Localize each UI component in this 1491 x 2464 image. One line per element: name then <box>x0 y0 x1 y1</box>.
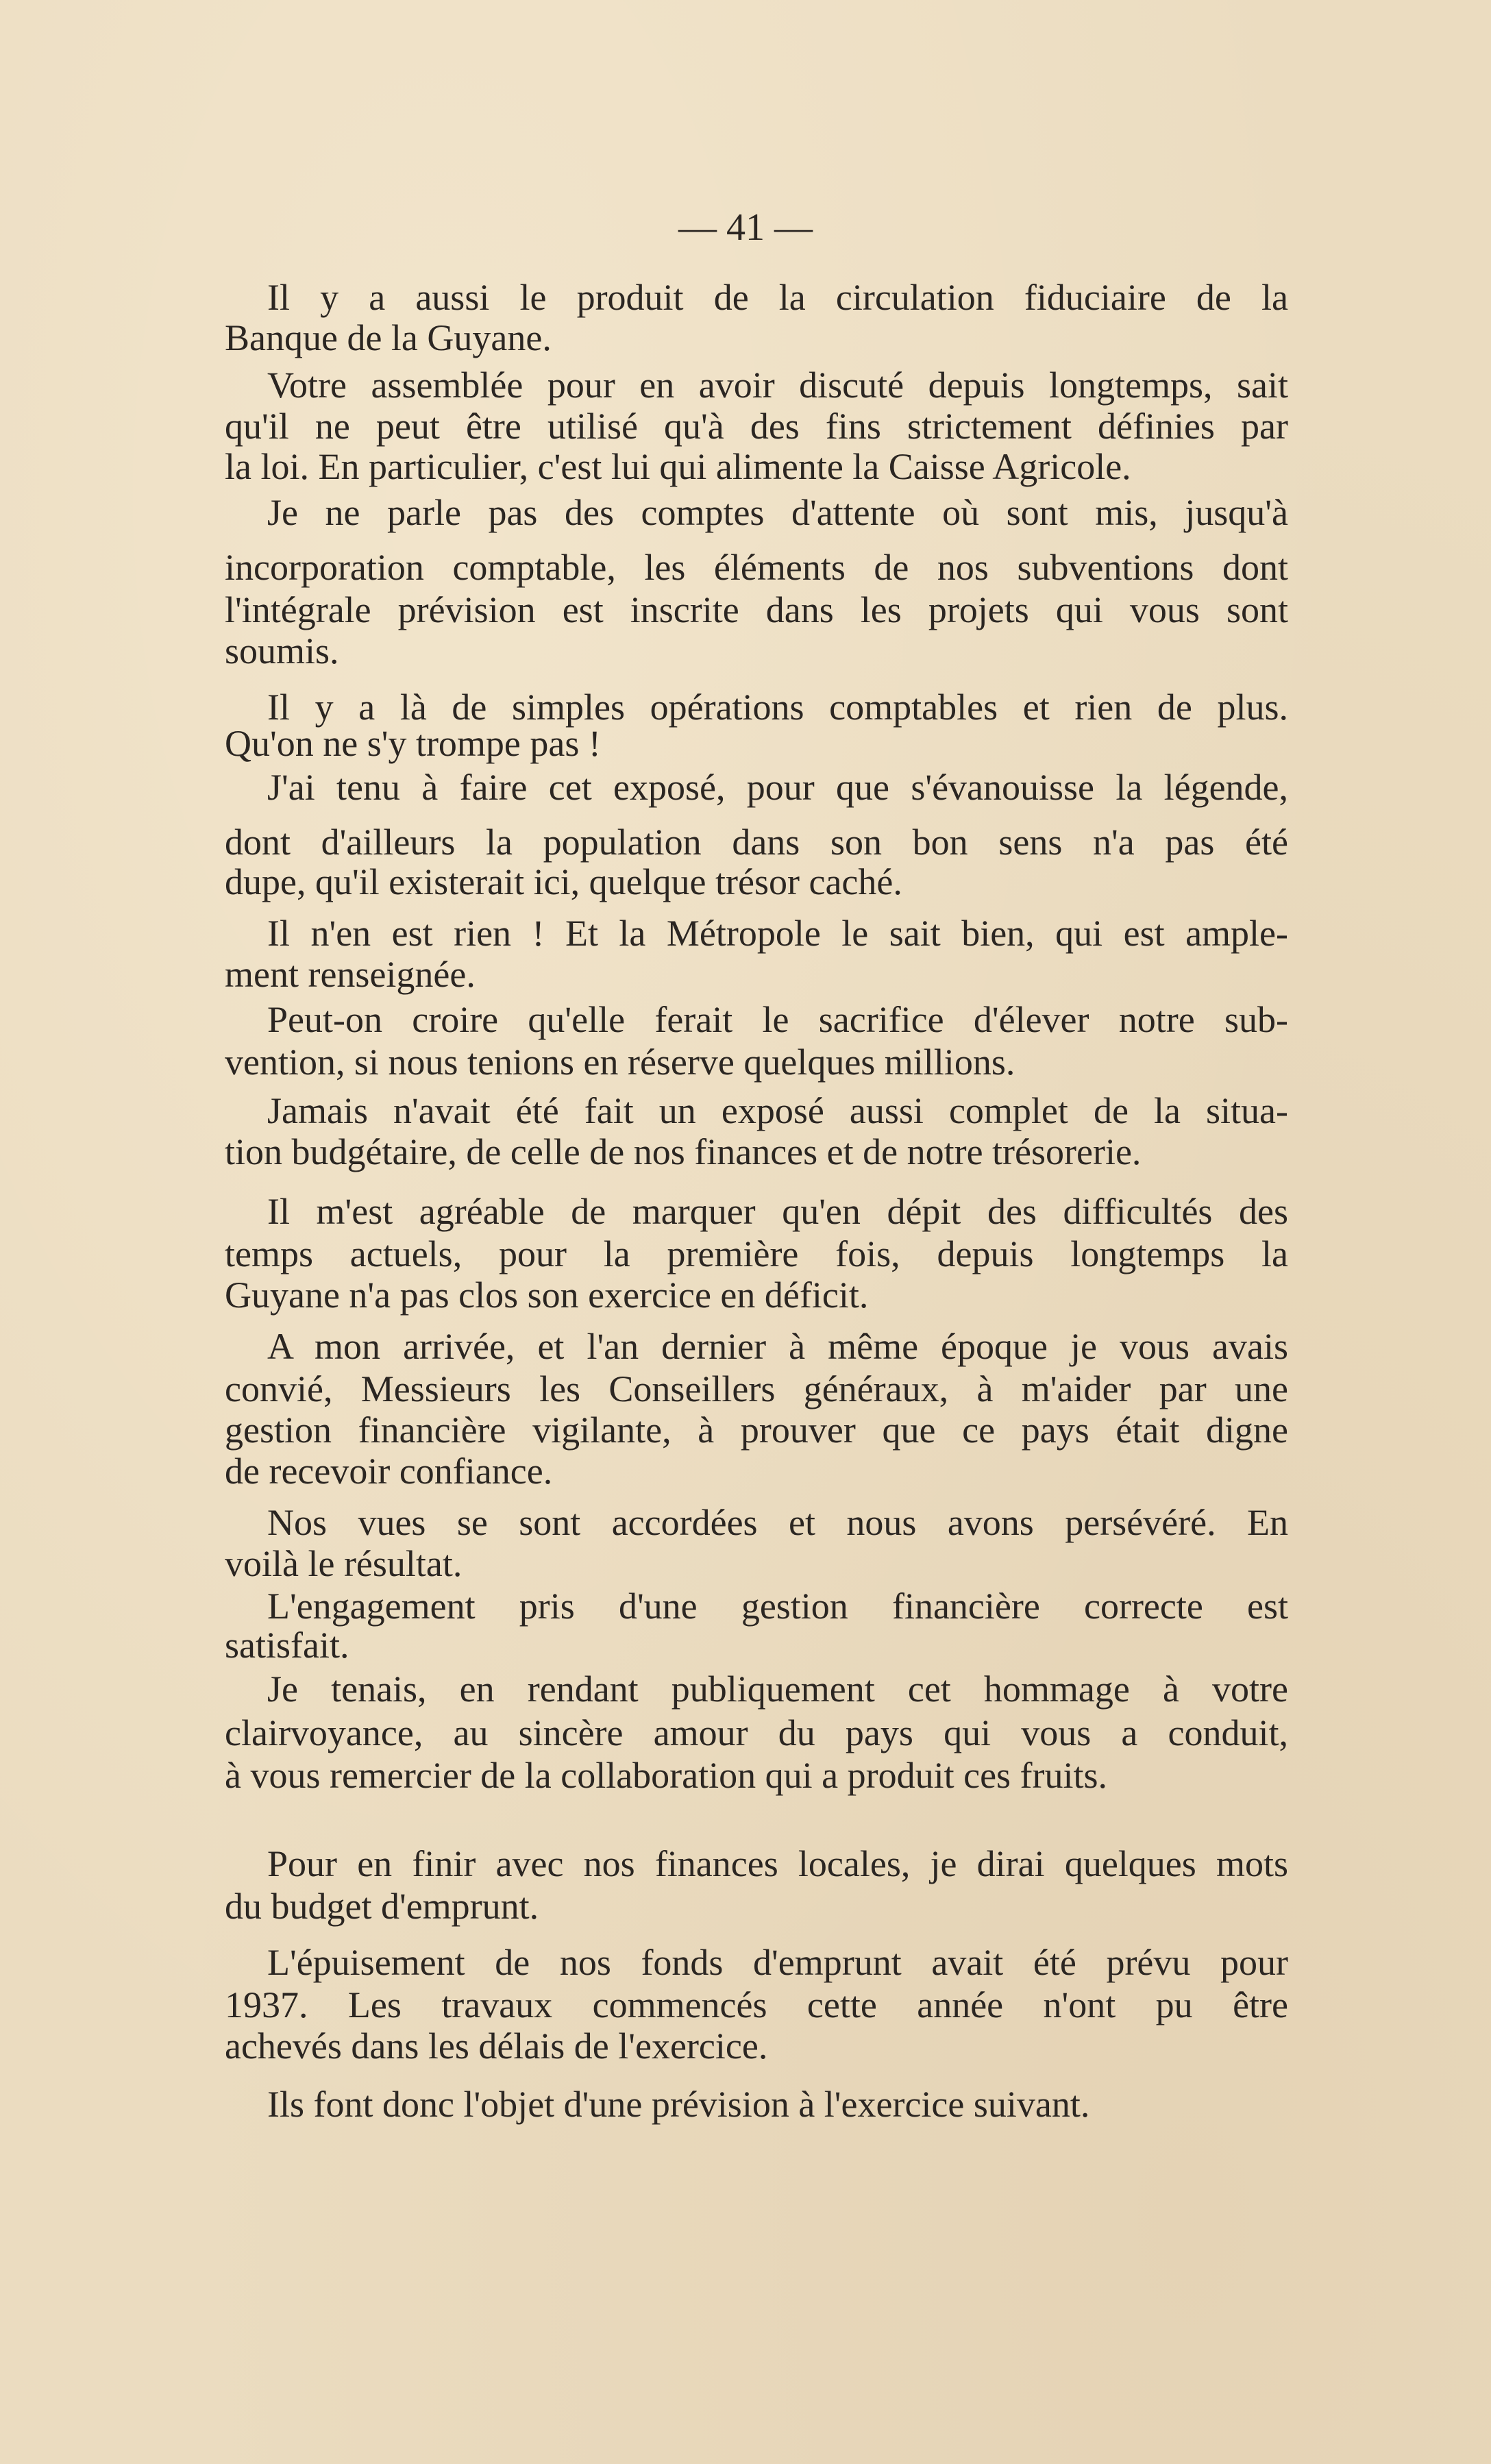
text-line: dont d'ailleurs la population dans son bon sens n'a pas été <box>225 822 1288 863</box>
text-line: à vous remercier de la collaboration qui a produit ces fruits. <box>225 1755 1108 1796</box>
text-line: satisfait. <box>225 1625 349 1666</box>
text-line: A mon arrivée, et l'an dernier à même époque je vous avais <box>267 1326 1288 1367</box>
text-line: achevés dans les délais de l'exercice. <box>225 2025 768 2067</box>
text-line: de recevoir confiance. <box>225 1451 553 1492</box>
text-line: Il y a là de simples opérations comptables et rien de plus. <box>267 687 1288 728</box>
text-line: Jamais n'avait été fait un exposé aussi complet de la situa- <box>267 1090 1288 1131</box>
text-line: du budget d'emprunt. <box>225 1886 539 1927</box>
text-line: incorporation comptable, les éléments de nos subventions dont <box>225 547 1288 588</box>
text-line: l'intégrale prévision est inscrite dans les projets qui vous sont <box>225 589 1288 630</box>
text-line: la loi. En particulier, c'est lui qui alimente la Caisse Agricole. <box>225 446 1131 487</box>
text-line: Qu'on ne s'y trompe pas ! <box>225 723 601 764</box>
text-line: ment renseignée. <box>225 954 476 995</box>
text-line: vention, si nous tenions en réserve quelques millions. <box>225 1042 1015 1083</box>
text-line: Peut-on croire qu'elle ferait le sacrifice d'élever notre sub- <box>267 999 1288 1040</box>
text-line: Je tenais, en rendant publiquement cet hommage à votre <box>267 1668 1288 1710</box>
text-line: Il y a aussi le produit de la circulation fiduciaire de la <box>267 277 1288 318</box>
text-line: Il n'en est rien ! Et la Métropole le sait bien, qui est ample- <box>267 913 1288 954</box>
text-line: L'engagement pris d'une gestion financière correcte est <box>267 1586 1288 1627</box>
text-line: convié, Messieurs les Conseillers généraux, à m'aider par une <box>225 1368 1288 1409</box>
text-line: temps actuels, pour la première fois, depuis longtemps la <box>225 1233 1288 1274</box>
text-line: qu'il ne peut être utilisé qu'à des fins strictement définies par <box>225 406 1288 447</box>
text-line: Il m'est agréable de marquer qu'en dépit des difficultés des <box>267 1191 1288 1232</box>
text-line: J'ai tenu à faire cet exposé, pour que s'évanouisse la légende, <box>267 767 1288 808</box>
text-line: Guyane n'a pas clos son exercice en déficit. <box>225 1274 869 1316</box>
text-line: soumis. <box>225 630 339 672</box>
text-line: dupe, qu'il existerait ici, quelque trésor caché. <box>225 861 902 902</box>
text-line: 1937. Les travaux commencés cette année n'ont pu être <box>225 1984 1288 2025</box>
text-line: Banque de la Guyane. <box>225 317 552 358</box>
text-line: Pour en finir avec nos finances locales, je dirai quelques mots <box>267 1843 1288 1884</box>
text-line: tion budgétaire, de celle de nos finances et de notre trésorerie. <box>225 1131 1142 1172</box>
text-line: clairvoyance, au sincère amour du pays qui vous a conduit, <box>225 1712 1288 1753</box>
text-line: voilà le résultat. <box>225 1543 463 1584</box>
page-number: — 41 — <box>678 206 813 249</box>
text-line: Je ne parle pas des comptes d'attente où sont mis, jusqu'à <box>267 492 1288 533</box>
text-line: gestion financière vigilante, à prouver que ce pays était digne <box>225 1409 1288 1451</box>
text-line: Nos vues se sont accordées et nous avons persévéré. En <box>267 1502 1288 1543</box>
text-line: Votre assemblée pour en avoir discuté depuis longtemps, sait <box>267 365 1288 406</box>
text-line: L'épuisement de nos fonds d'emprunt avait été prévu pour <box>267 1942 1288 1983</box>
text-line: Ils font donc l'objet d'une prévision à l'exercice suivant. <box>267 2084 1090 2125</box>
